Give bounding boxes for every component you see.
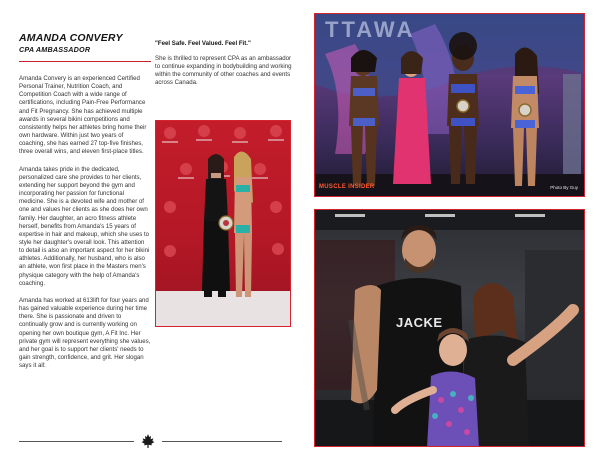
- photo-credit: Photo By Guy: [550, 185, 578, 190]
- ambassador-paragraph: She is thrilled to represent CPA as an ambassador to continue expanding in bodybuilding and working within the community of other coaches and events across Canada.: [155, 55, 292, 87]
- heading-divider: [19, 61, 151, 62]
- profile-name: AMANDA CONVERY: [19, 32, 123, 44]
- bio-paragraph-2: Amanda takes pride in the dedicated, personalized care she provides to her clients, extending her support beyond the gym and incorporating her passion for functional medicine. She is a devoted wife and mother of one and values her clients as she does her own family. Her daughter, an acro fitness athlete herself, benefits from Amanda's 15 years of expertise in hair and makeup, which she uses to style her daughter's overall look. This attention to detail is also an important aspect for her bikini athletes. Additionally, her husband, who is also an athlete, won first place in the Masters men's physique category with the help of Amanda's coaching.: [19, 165, 150, 287]
- photo-competition-lineup: [314, 13, 585, 197]
- shirt-text: JACKE: [396, 315, 443, 330]
- photo-family-gym: [314, 209, 585, 447]
- maple-leaf-icon: [140, 433, 156, 449]
- slogan-quote: "Feel Safe. Feel Valued. Feel Fit.": [155, 40, 251, 47]
- sponsor-watermark: MUSCLE INSIDER: [319, 184, 375, 190]
- profile-role: CPA AMBASSADOR: [19, 45, 91, 54]
- banner-text: TTAWA: [325, 17, 416, 42]
- left-column: [19, 32, 151, 370]
- bio-paragraph-3: Amanda has worked at 613lift for four years and has gained valuable experience during her time there. She is passionate and driven to continually grow and is currently working on opening her own boutique gym, A Fit Inc. Her private gym will represent everything she values, and her goal is to support her clients' needs to gain strength, confidence, and grit. Her slogan says it all:: [19, 296, 151, 370]
- photo-step-and-repeat-art: [156, 121, 291, 327]
- footer-rule-left: [19, 441, 134, 442]
- footer-rule-right: [162, 441, 282, 442]
- photo-family-gym-art: [315, 210, 585, 447]
- photo-step-and-repeat: [155, 120, 291, 327]
- middle-column: [155, 40, 293, 88]
- bio-paragraph-1: Amanda Convery is an experienced Certified Personal Trainer, Nutrition Coach, and Competition Coach with a wide range of certifications, including Pain-Free Performance and Fit Pregnancy. She has achieved multiple awards in several bikini competitions and consistently helps her athletes bring home their own hardware. Within just two years of coaching, she has earned 27 top-five finishes, three overall wins, and eleven first-place titles.: [19, 75, 147, 156]
